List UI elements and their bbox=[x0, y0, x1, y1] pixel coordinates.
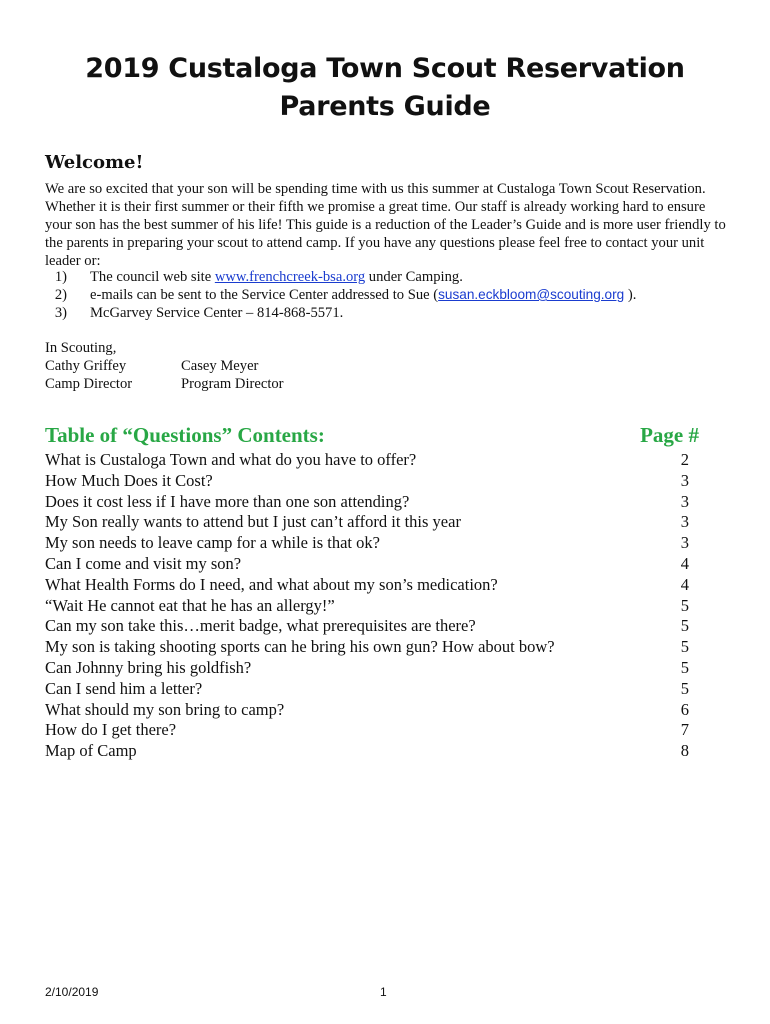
toc-page-number: 5 bbox=[680, 678, 689, 698]
toc-row bbox=[45, 658, 689, 679]
council-website-link[interactable]: www.frenchcreek-bsa.org bbox=[214, 269, 366, 285]
document-title bbox=[0, 50, 770, 126]
toc-question: Map of Camp bbox=[45, 741, 137, 761]
toc-page-number: 5 bbox=[680, 595, 689, 615]
contact-list bbox=[45, 268, 735, 322]
toc-page-number: 8 bbox=[680, 741, 689, 761]
toc-question: How Much Does it Cost? bbox=[45, 470, 213, 490]
contact-text-before: e-mails can be sent to the Service Center addressed to Sue ( bbox=[90, 287, 439, 303]
camp-director-role: Camp Director bbox=[45, 376, 133, 392]
toc-question: Can I send him a letter? bbox=[45, 678, 203, 698]
signoff-roles-row bbox=[45, 375, 284, 393]
toc-row bbox=[45, 471, 689, 492]
intro-paragraph: We are so excited that your son will be spending time with us this summer at Custaloga Town Scout Reservation. Whether it is their first summer or their fifth we promise a great time. Our staff is already working hard to ensure your son has the best summer of his life! This guide is a reduction of the Leader’s Guide and is more user friendly to the parents in preparing your scout to attend camp. If you have any questions please feel free to contact your unit leader or: bbox=[45, 181, 726, 269]
title-line-1: 2019 Custaloga Town Scout Reservation bbox=[85, 53, 685, 84]
toc-question: How do I get there? bbox=[45, 720, 177, 740]
toc-page-number: 3 bbox=[680, 512, 689, 532]
footer-page-number: 1 bbox=[380, 985, 387, 999]
toc-page-number: 5 bbox=[680, 637, 689, 657]
contact-text bbox=[90, 268, 463, 286]
toc-row bbox=[45, 492, 689, 513]
toc-question: My Son really wants to attend but I just can’t afford it this year bbox=[45, 512, 461, 532]
toc-question: Can my son take this…merit badge, what prerequisites are there? bbox=[45, 616, 476, 636]
toc-page-number: 3 bbox=[680, 470, 689, 490]
toc-row bbox=[45, 720, 689, 741]
toc-row bbox=[45, 575, 689, 596]
toc-question: My son needs to leave camp for a while is that ok? bbox=[45, 533, 380, 553]
toc-heading-row bbox=[45, 423, 699, 448]
contact-item bbox=[45, 304, 735, 322]
contact-item bbox=[45, 268, 735, 286]
signoff bbox=[45, 339, 284, 393]
toc-page-number: 7 bbox=[680, 720, 689, 740]
toc-row bbox=[45, 450, 689, 471]
contact-text bbox=[90, 286, 636, 304]
welcome-heading: Welcome! bbox=[45, 152, 144, 173]
program-director-name: Casey Meyer bbox=[181, 358, 259, 374]
toc-row bbox=[45, 637, 689, 658]
contact-text-before: The council web site bbox=[90, 269, 215, 285]
contact-text-after: under Camping. bbox=[365, 269, 463, 285]
toc-row bbox=[45, 533, 689, 554]
toc-question: Can Johnny bring his goldfish? bbox=[45, 657, 252, 677]
toc-page-number: 4 bbox=[680, 553, 689, 573]
toc-question: “Wait He cannot eat that he has an allergy!” bbox=[45, 595, 335, 615]
toc-question: My son is taking shooting sports can he bring his own gun? How about bow? bbox=[45, 637, 555, 657]
contact-text-after: ). bbox=[624, 287, 637, 303]
toc-row bbox=[45, 741, 689, 762]
toc-page-number: 3 bbox=[680, 491, 689, 511]
toc-list bbox=[45, 450, 689, 762]
contact-text: McGarvey Service Center – 814-868-5571. bbox=[90, 305, 344, 321]
toc-row bbox=[45, 554, 689, 575]
toc-question: Can I come and visit my son? bbox=[45, 553, 242, 573]
toc-page-number: 6 bbox=[680, 699, 689, 719]
footer-date: 2/10/2019 bbox=[45, 985, 99, 999]
toc-page-number: 5 bbox=[680, 616, 689, 636]
toc-question: What Health Forms do I need, and what about my son’s medication? bbox=[45, 574, 498, 594]
toc-row bbox=[45, 700, 689, 721]
toc-page-number: 2 bbox=[680, 450, 689, 469]
toc-row bbox=[45, 596, 689, 617]
toc-page-number: 4 bbox=[680, 574, 689, 594]
toc-row bbox=[45, 512, 689, 533]
email-link[interactable]: susan.eckbloom@scouting.org bbox=[438, 287, 625, 302]
list-number: 2) bbox=[54, 287, 67, 303]
camp-director-name: Cathy Griffey bbox=[45, 358, 127, 374]
toc-page-number: 3 bbox=[680, 533, 689, 553]
list-number: 1) bbox=[54, 269, 67, 285]
title-line-2: Parents Guide bbox=[279, 91, 491, 122]
toc-question: What is Custaloga Town and what do you have to offer? bbox=[45, 450, 417, 469]
toc-question: Does it cost less if I have more than one son attending? bbox=[45, 491, 410, 511]
toc-row bbox=[45, 616, 689, 637]
toc-heading: Table of “Questions” Contents: bbox=[45, 423, 325, 447]
toc-page-number: 5 bbox=[680, 657, 689, 677]
toc-row bbox=[45, 679, 689, 700]
toc-question: What should my son bring to camp? bbox=[45, 699, 285, 719]
list-number: 3) bbox=[54, 305, 67, 321]
program-director-role: Program Director bbox=[181, 376, 284, 392]
signoff-names-row bbox=[45, 357, 284, 375]
toc-page-heading: Page # bbox=[640, 423, 699, 447]
signoff-greeting: In Scouting, bbox=[45, 340, 117, 356]
contact-item bbox=[45, 286, 735, 304]
